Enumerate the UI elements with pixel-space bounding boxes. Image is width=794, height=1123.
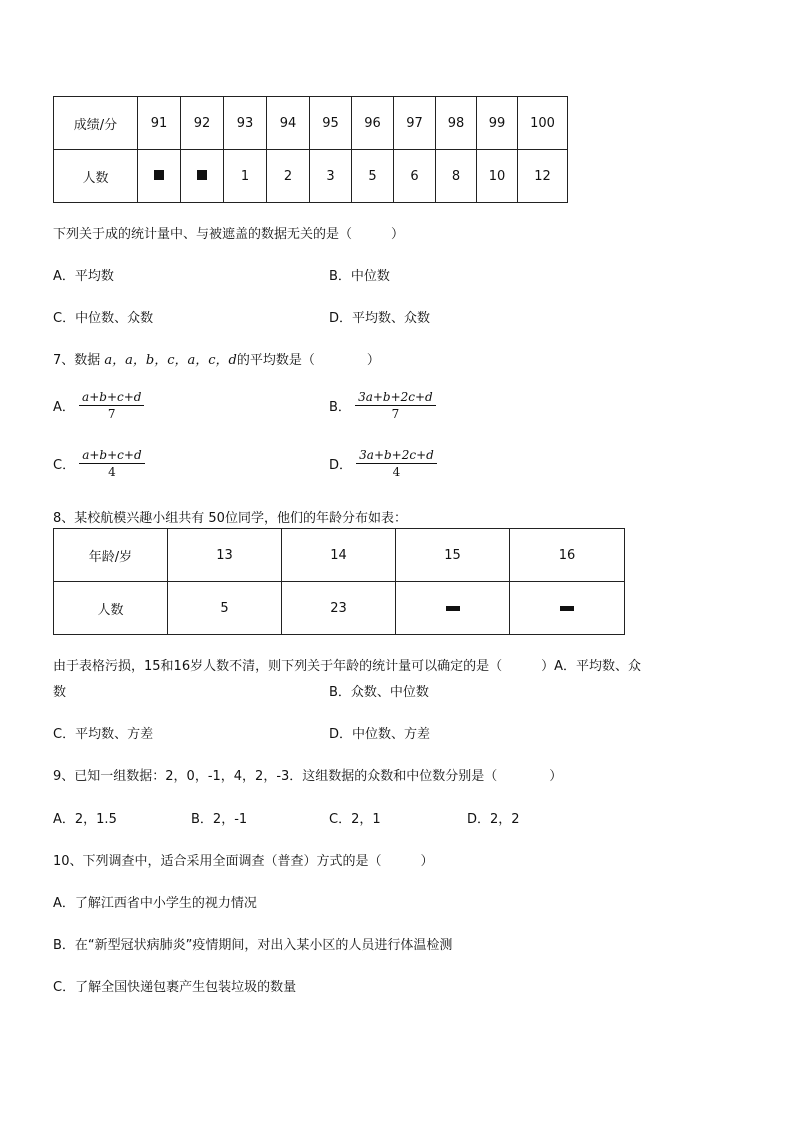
score-table (53, 96, 568, 203)
table-cell: 91 (138, 97, 181, 150)
table-cell: 2 (267, 150, 310, 203)
q6-stem: 下列关于成的统计量中、与被遮盖的数据无关的是（ ） (53, 227, 405, 242)
obscured-square-icon (154, 170, 164, 180)
table-cell: 8 (436, 150, 477, 203)
table-cell: 95 (310, 97, 352, 150)
numerator: 3a+b+2c+d (356, 448, 437, 464)
table-cell (138, 150, 181, 203)
age-table (53, 528, 625, 635)
table-row (54, 150, 568, 203)
table-cell: 23 (282, 582, 396, 635)
table-cell: 3 (310, 150, 352, 203)
table-cell: 97 (394, 97, 436, 150)
option-label: D． (329, 458, 353, 473)
q8-option-b: B．众数、中位数 (329, 685, 429, 700)
q7-stem (53, 349, 380, 368)
q6-option-a: A．平均数 (53, 269, 114, 284)
q6-option-b: B．中位数 (329, 269, 390, 284)
table-cell: 人数 (54, 150, 138, 203)
q7-option-a (53, 390, 144, 421)
table-cell: 98 (436, 97, 477, 150)
table-cell: 15 (396, 529, 510, 582)
q9-option-a: A．2，1.5 (53, 812, 117, 827)
q6-option-c: C．中位数、众数 (53, 311, 154, 326)
q7-stem-suffix: 的平均数是（ ） (236, 353, 380, 368)
table-cell (510, 582, 625, 635)
table-cell (396, 582, 510, 635)
option-label: B． (329, 400, 351, 415)
q8-option-d: D．中位数、方差 (329, 727, 431, 742)
table-cell: 100 (518, 97, 568, 150)
table-cell: 93 (224, 97, 267, 150)
table-cell: 年龄/岁 (54, 529, 168, 582)
table-cell: 12 (518, 150, 568, 203)
table-cell: 13 (168, 529, 282, 582)
table-cell: 5 (352, 150, 394, 203)
q7-option-c (53, 448, 145, 479)
q9-option-d: D．2，2 (467, 812, 520, 827)
q10-option-a: A．了解江西省中小学生的视力情况 (53, 896, 257, 911)
numerator: a+b+c+d (79, 390, 144, 406)
table-cell: 10 (477, 150, 518, 203)
table-cell: 成绩/分 (54, 97, 138, 150)
q10-option-c: C．了解全国快递包裹产生包装垃圾的数量 (53, 980, 297, 995)
denominator: 4 (108, 465, 116, 479)
denominator: 7 (107, 407, 116, 421)
q8-condition-line: 由于表格污损，15和16岁人数不清，则下列关于年龄的统计量可以确定的是（ ）A．平均数、众 (53, 659, 641, 674)
option-label: C． (53, 458, 76, 473)
table-row (54, 529, 625, 582)
q7-option-b (329, 390, 436, 421)
table-cell: 6 (394, 150, 436, 203)
q10-stem: 10、下列调查中，适合采用全面调查（普查）方式的是（ ） (53, 854, 434, 869)
denominator: 4 (392, 465, 401, 479)
table-row (54, 582, 625, 635)
q10-option-b: B．在“新型冠状病肺炎”疫情期间，对出入某小区的人员进行体温检测 (53, 938, 453, 953)
q9-stem: 9、已知一组数据：2，0，-1，4，2，-3．这组数据的众数和中位数分别是（ ） (53, 769, 563, 784)
q8-stem: 8、某校航模兴趣小组共有 50位同学，他们的年龄分布如表： (53, 511, 407, 526)
table-cell: 16 (510, 529, 625, 582)
fraction (79, 390, 144, 421)
obscured-square-icon (197, 170, 207, 180)
table-cell: 94 (267, 97, 310, 150)
obscured-bar-icon (560, 606, 574, 611)
table-cell: 人数 (54, 582, 168, 635)
q7-stem-prefix: 7、数据 (53, 353, 101, 368)
option-label: A． (53, 400, 75, 415)
fraction (79, 448, 144, 479)
table-cell: 5 (168, 582, 282, 635)
table-cell: 99 (477, 97, 518, 150)
q6-option-d: D．平均数、众数 (329, 311, 431, 326)
q8-option-c: C．平均数、方差 (53, 727, 154, 742)
table-cell (181, 150, 224, 203)
denominator: 7 (391, 407, 400, 421)
table-cell: 92 (181, 97, 224, 150)
table-cell: 96 (352, 97, 394, 150)
q7-option-d (329, 448, 437, 479)
numerator: a+b+c+d (79, 448, 144, 464)
fraction (356, 448, 437, 479)
q7-data-vars: a，a，b，c，a，c，d (104, 353, 237, 368)
fraction (355, 390, 436, 421)
table-cell: 14 (282, 529, 396, 582)
q8-condition-line-2: 数 (53, 685, 67, 700)
obscured-bar-icon (446, 606, 460, 611)
numerator: 3a+b+2c+d (355, 390, 436, 406)
table-row (54, 97, 568, 150)
q9-option-c: C．2，1 (329, 812, 381, 827)
table-cell: 1 (224, 150, 267, 203)
q9-option-b: B．2，-1 (191, 812, 248, 827)
